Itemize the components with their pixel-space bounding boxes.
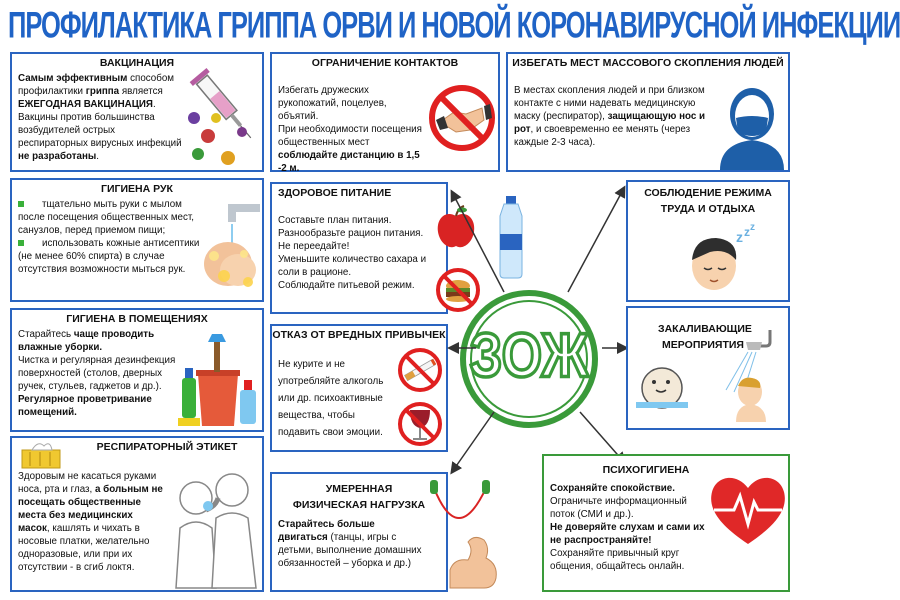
svg-text:z: z xyxy=(750,222,755,233)
contacts-heading: ОГРАНИЧЕНИЕ КОНТАКТОВ xyxy=(311,57,459,69)
hardening-heading: ЗАКАЛИВАЮЩИЕ МЕРОПРИЯТИЯ xyxy=(658,323,752,351)
habits-text: Не курите и не употребляйте алкоголь или др. психоактивные вещества, чтобы подавить свои эмоции. xyxy=(278,359,384,438)
rooms-text-3: Регулярное проветривание помещений. xyxy=(18,394,152,418)
contacts-text-2: При необходимости посещения общественных мест соблюдайте дистанцию в 1,5 -2 м. xyxy=(278,124,422,174)
rooms-panel xyxy=(10,308,264,432)
activity-panel xyxy=(270,472,448,592)
muscle-arm-icon xyxy=(444,530,500,590)
activity-heading: УМЕРЕННАЯ ФИЗИЧЕСКАЯ НАГРУЗКА xyxy=(292,483,426,511)
food-text-3: Не переедайте! xyxy=(278,241,350,252)
habits-heading: ОТКАЗ ОТ ВРЕДНЫХ ПРИВЫЧЕК xyxy=(272,329,446,341)
mask-person-icon xyxy=(716,78,788,170)
contacts-text-1: Избегать дружеских рукопожатий, поцелуев, объятий. xyxy=(278,85,387,122)
food-panel xyxy=(270,182,448,314)
shower-icon xyxy=(716,330,786,422)
hands-text-2: использовать кожные антисептики (не менее 60% спирта) в случае отсутствия возможности мыться рук. xyxy=(18,238,200,275)
bullet-icon xyxy=(18,240,24,246)
heart-pulse-icon xyxy=(708,472,788,546)
hands-panel xyxy=(10,178,264,302)
psycho-text-1: Сохраняйте спокойствие. xyxy=(550,483,675,494)
food-text-1: Составьте план питания. xyxy=(278,215,392,226)
hands-text-1: тщательно мыть руки с мылом после посещения общественных мест, санузлов, перед приемом пищи; xyxy=(18,199,195,236)
tissue-box-icon xyxy=(20,440,64,470)
rooms-text-1: Старайтесь чаще проводить влажные уборки. xyxy=(18,329,155,353)
hands-heading: ГИГИЕНА РУК xyxy=(101,183,173,195)
food-text-4: Уменьшите количество сахара и соли в рационе. xyxy=(278,254,427,278)
sleeping-person-icon xyxy=(680,222,760,300)
psycho-text-3: Не доверяйте слухам и сами их не распространяйте! xyxy=(550,522,705,546)
habits-panel xyxy=(270,324,448,452)
handshake-ban-icon xyxy=(426,82,498,154)
zozh-label: ЗОЖ xyxy=(469,321,589,391)
etiquette-heading: РЕСПИРАТОРНЫЙ ЭТИКЕТ xyxy=(96,441,238,453)
connector-arrows xyxy=(440,180,640,480)
vaccination-heading: ВАКЦИНАЦИЯ xyxy=(99,57,175,69)
alcohol-ban-icon xyxy=(396,400,444,448)
food-heading: ЗДОРОВОЕ ПИТАНИЕ xyxy=(278,187,392,199)
vaccination-text-2: Вакцины против большинства возбудителей острых респираторных вирусных инфекций не разработаны. xyxy=(18,112,182,162)
contacts-panel xyxy=(270,52,500,172)
jump-rope-icon xyxy=(428,478,492,538)
svg-text:z: z xyxy=(736,229,743,245)
bullet-icon xyxy=(18,201,24,207)
psycho-panel xyxy=(542,454,790,592)
food-text-5: Соблюдайте питьевой режим. xyxy=(278,280,415,291)
regime-panel xyxy=(626,180,790,302)
activity-text: Старайтесь больше двигаться (танцы, игры с детьми, выполнение домашних обязанностей – уборка и др.) xyxy=(278,519,422,569)
svg-text:z: z xyxy=(744,225,750,239)
handwash-icon xyxy=(198,204,262,296)
cigarette-ban-icon xyxy=(396,346,444,394)
syringe-icon xyxy=(180,62,262,170)
page-title: ПРОФИЛАКТИКА ГРИППА ОРВИ И НОВОЙ КОРОНАВИРУСНОЙ ИНФЕКЦИИ xyxy=(8,5,900,47)
rooms-text-2: Чистка и регулярная дезинфекция поверхностей (столов, дверных ручек, стульев, гаджетов и др.). xyxy=(18,355,176,392)
crowds-panel xyxy=(506,52,790,172)
seal-icon xyxy=(634,350,690,410)
vaccination-panel xyxy=(10,52,264,172)
vaccination-text-1: Самым эффективным способом профилактики гриппа является ЕЖЕГОДНАЯ ВАКЦИНАЦИЯ. xyxy=(18,73,175,110)
psycho-text-2: Ограничьте информационный поток (СМИ и др.). xyxy=(550,496,687,520)
sneezing-figures-icon xyxy=(166,468,262,588)
psycho-heading: ПСИХОГИГИЕНА xyxy=(602,464,690,476)
etiquette-text: Здоровым не касаться руками носа, рта и глаз, а больным не посещать общественные места без медицинских масок, кашлять и чихать в носовые платки, желательно одноразовые, или при их отсутствии - в сгиб локтя. xyxy=(18,471,163,573)
rooms-heading: ГИГИЕНА В ПОМЕЩЕНИЯХ xyxy=(66,313,208,325)
psycho-text-4: Сохраняйте привычный круг общения, общайтесь онлайн. xyxy=(550,548,685,572)
etiquette-panel xyxy=(10,436,264,592)
cleaning-supplies-icon xyxy=(178,334,262,430)
regime-heading: СОБЛЮДЕНИЕ РЕЖИМА ТРУДА И ОТДЫХА xyxy=(644,187,772,215)
food-text-2: Разнообразьте рацион питания. xyxy=(278,228,424,239)
crowds-text: В местах скопления людей и при близком контакте с ними надевать медицинскую маску (респиратор), защищающую нос и рот, и своевременно ее менять (через каждые 2-3 часа). xyxy=(514,85,706,148)
crowds-heading: ИЗБЕГАТЬ МЕСТ МАССОВОГО СКОПЛЕНИЯ ЛЮДЕЙ xyxy=(512,57,784,69)
